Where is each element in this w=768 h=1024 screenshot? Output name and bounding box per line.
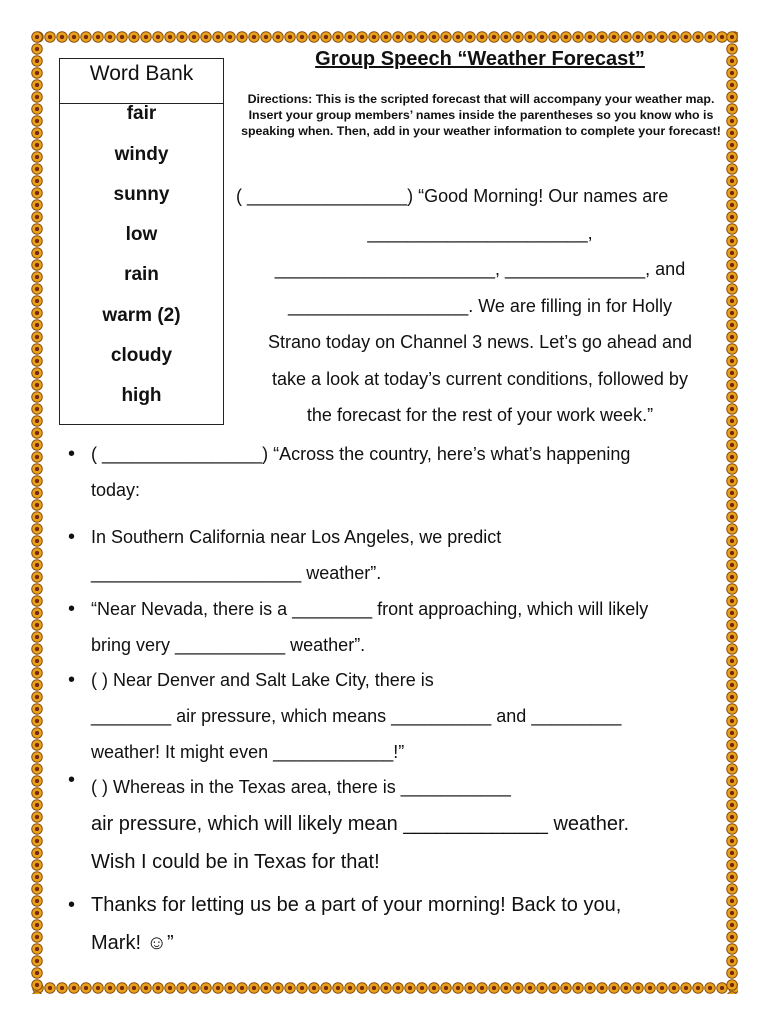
word-bank-item: sunny bbox=[113, 184, 170, 205]
word-bank-item: rain bbox=[124, 264, 159, 285]
bullet-symbol: • bbox=[68, 769, 76, 791]
bullet-symbol: • bbox=[68, 526, 76, 548]
word-bank-item: warm (2) bbox=[102, 305, 181, 326]
bullet-line: “Near Nevada, there is a ________ front approaching, which will likely bbox=[91, 599, 649, 619]
bullet-line: ( ) Whereas in the Texas area, there is ___________ bbox=[91, 777, 511, 797]
word-bank-item: fair bbox=[126, 103, 157, 124]
intro-line: Strano today on Channel 3 news. Let’s go ahead and bbox=[268, 332, 692, 352]
directions-text: Directions: This is the scripted forecast that will accompany your weather map. Insert your group members’ names inside the parentheses so you know who is speaking when. Then, add in your weather information to complete your forecast! bbox=[241, 92, 721, 138]
word-bank-item: low bbox=[125, 224, 158, 245]
word-bank-title: Word Bank bbox=[60, 59, 223, 104]
intro-line: the forecast for the rest of your work week.” bbox=[306, 405, 654, 425]
decorative-border-bottom bbox=[32, 982, 738, 994]
word-bank-item: windy bbox=[114, 144, 169, 165]
bullet-line: Wish I could be in Texas for that! bbox=[91, 851, 380, 873]
intro-line: take a look at today’s current conditions, followed by bbox=[272, 368, 688, 389]
bullet-line: today: bbox=[91, 480, 141, 500]
decorative-border-top bbox=[32, 31, 738, 43]
bullet-symbol: • bbox=[68, 598, 76, 620]
bullet-line: Mark! ☺” bbox=[91, 932, 174, 954]
bullet-line: weather! It might even ____________!” bbox=[91, 742, 405, 762]
bullet-line: ( ) Near Denver and Salt Lake City, there is bbox=[91, 670, 434, 690]
bullet-line: In Southern California near Los Angeles, we predict bbox=[91, 527, 502, 547]
bullet-line: Thanks for letting us be a part of your morning! Back to you, bbox=[91, 894, 622, 916]
decorative-border-right bbox=[726, 31, 738, 994]
intro-line: __________________. We are filling in for Holly bbox=[288, 295, 672, 316]
intro-line: ( ________________) “Good Morning! Our names are bbox=[236, 186, 669, 206]
bullet-line: air pressure, which will likely mean _____________ weather. bbox=[91, 813, 630, 835]
word-bank-item: high bbox=[121, 385, 162, 406]
bullet-line: ________ air pressure, which means __________ and _________ bbox=[91, 706, 622, 726]
word-bank-box bbox=[59, 58, 224, 425]
bullet-line: bring very ___________ weather”. bbox=[91, 635, 366, 655]
page-title: Group Speech “Weather Forecast” bbox=[315, 48, 645, 70]
intro-line: ______________________, bbox=[367, 222, 593, 243]
bullet-symbol: • bbox=[68, 894, 76, 916]
decorative-border-left bbox=[31, 31, 43, 994]
bullet-line: ( ________________) “Across the country, here’s what’s happening bbox=[91, 444, 631, 464]
bullet-line: _____________________ weather”. bbox=[91, 563, 382, 583]
word-bank-item: cloudy bbox=[110, 345, 173, 366]
bullet-symbol: • bbox=[68, 443, 76, 465]
intro-line: ______________________, ______________, and bbox=[274, 259, 686, 279]
intro-paragraph bbox=[236, 178, 724, 434]
bullet-symbol: • bbox=[68, 669, 76, 691]
